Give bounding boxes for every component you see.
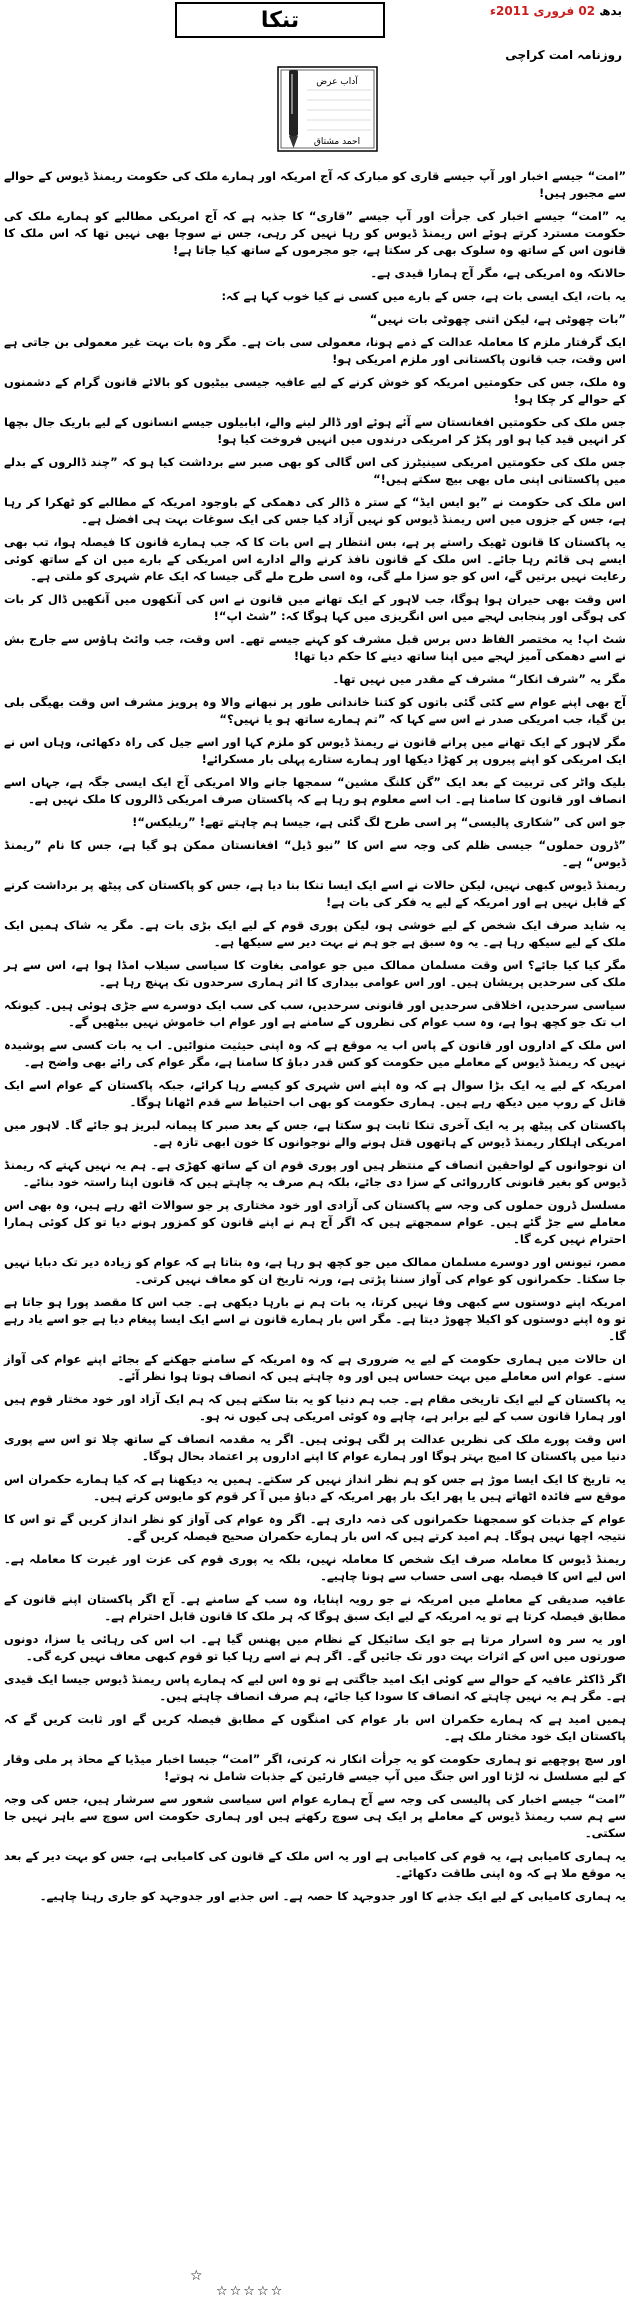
article-paragraph: ”بات چھوٹی ہے، لیکن اتنی چھوٹی بات نہیں“ [369, 312, 626, 326]
article-paragraph: جس ملک کی حکومتیں افغانستان سے آئے ہوئے اور ڈالر لینے والے، ابابیلوں جیسے انسانوں کے لیے باریک جال بچھا کر انہیں قید کیا ہو اور پکڑ کر امریکی درندوں میں انہیں فروخت کیا ہو! [4, 415, 626, 446]
end-stars: ☆☆☆☆☆ [216, 2284, 285, 2299]
logo-bottom-text: احمد مشتاق [313, 137, 361, 147]
article-paragraph: مگر کیا کیا جائے؟ اس وقت مسلمان ممالک میں جو عوامی بغاوت کا سیاسی سیلاب امڈا ہوا ہے، اس سے ہر ملک کی سرحدیں پریشان ہیں۔ اور اس عوامی بیداری کا اثر ہماری سرحدوں تک پہنچ رہا ہے۔ [4, 958, 626, 989]
article-paragraph: یہ تاریخ کا ایک ایسا موڑ ہے جس کو ہم نظر انداز نہیں کر سکتے۔ ہمیں یہ دیکھنا ہے کہ کیا ہمارے حکمران اس موقع سے فائدہ اٹھاتے ہیں یا پھر ایک بار پھر امریکہ کے دباؤ میں آ کر قوم کو مایوس کرتے ہیں۔ [4, 1472, 626, 1503]
article-body [4, 168, 626, 1911]
article-paragraph: ریمنڈ ڈیوس کبھی نہیں، لیکن حالات نے اسے ایک ایسا تنکا بنا دیا ہے، جس کو پاکستان کی پیٹھ پر برداشت کرنے کے قابل نہیں ہے اور امریکہ کے لیے یہ فکر کی بات ہے! [4, 878, 626, 909]
article-paragraph: ہمیں امید ہے کہ ہمارے حکمران اس بار عوام کی امنگوں کے مطابق فیصلہ کریں گے اور ثابت کریں گے کہ پاکستان ایک خود مختار ملک ہے۔ [4, 1712, 626, 1743]
article-paragraph: عوام کے جذبات کو سمجھنا حکمرانوں کی ذمہ داری ہے۔ اگر وہ عوام کی آواز کو نظر انداز کریں گے تو اس کا نتیجہ اچھا نہیں ہوگا۔ ہم امید کرتے ہیں کہ اس بار ہمارے حکمران صحیح فیصلہ کریں گے۔ [4, 1512, 626, 1543]
article-paragraph: ریمنڈ ڈیوس کا معاملہ صرف ایک شخص کا معاملہ نہیں، بلکہ یہ پوری قوم کی عزت اور غیرت کا معاملہ ہے۔ اس لیے اس کا فیصلہ بھی اسی حساب سے ہونا چاہیے۔ [4, 1552, 626, 1583]
dateline-date: 02 فروری 2011ء [489, 4, 596, 18]
column-title: تنکا [260, 7, 300, 33]
article-paragraph: بلیک واٹر کی تربیت کے بعد ایک ”گن کلنگ مشین“ سمجھا جانے والا امریکی آج ایک ایسی جگہ ہے، جہاں اسے انصاف اور قانون کا سامنا ہے۔ اب اسے معلوم ہو رہا ہے کہ پاکستان صرف امریکی ڈالروں کا ملک نہیں ہے۔ [4, 775, 626, 806]
article-paragraph: اس ملک کے اداروں اور قانون کے پاس اب یہ موقع ہے کہ وہ اپنی حیثیت منوائیں۔ اب یہ بات کسی سے پوشیدہ نہیں کہ ریمنڈ ڈیوس کے معاملے میں حکومت کو کس قدر دباؤ کا سامنا ہے، مگر عوام کی رائے بھی واضح ہے۔ [4, 1038, 626, 1069]
article-paragraph: اگر ڈاکٹر عافیہ کے حوالے سے کوئی ایک امید جاگتی ہے تو وہ اس لیے کہ ہمارے پاس ریمنڈ ڈیوس جیسا ایک قیدی ہے۔ مگر ہم یہ نہیں چاہتے کہ انصاف کا سودا کیا جائے، ہم صرف انصاف چاہتے ہیں۔ [4, 1672, 626, 1703]
article-paragraph: سیاسی سرحدیں، اخلاقی سرحدیں اور قانونی سرحدیں، سب کی سب ایک دوسرے سے جڑی ہوئی ہیں۔ کیونکہ اب تک جو کچھ ہوا ہے، وہ سب عوام کی نظروں کے سامنے ہے اور عوام اب خاموش نہیں بیٹھیں گے۔ [4, 998, 626, 1029]
article-paragraph: اور یہ سر وہ اسرار مرتا ہے جو ایک سائیکل کے نظام میں پھنس گیا ہے۔ اب اس کی رہائی یا سزا، دونوں صورتوں میں اس کے اثرات بہت دور تک جائیں گے۔ اگر ہم نے اسے رہا کیا تو قوم کبھی معاف نہیں کرے گی۔ [4, 1632, 626, 1663]
article-paragraph: ان حالات میں ہماری حکومت کے لیے یہ ضروری ہے کہ وہ امریکہ کے سامنے جھکنے کے بجائے اپنے عوام کی آواز سنے۔ عوام اس معاملے میں بہت حساس ہیں اور وہ چاہتے ہیں کہ انصاف ہوتا ہوا نظر آئے۔ [4, 1352, 626, 1383]
article-paragraph: اس ملک کی حکومت نے ”یو ایس ایڈ“ کے ستر ہ ڈالر کی دھمکی کے باوجود امریکہ کے مطالبے کو ٹھکرا کر رہا ہے، جس کے جزوں میں اس ریمنڈ ڈیوس کو نہیں آزاد کیا جس کی ایک سوغات بہت ہی افضل ہے۔ [4, 495, 626, 526]
logo-top-text: آداب عرض [316, 77, 358, 87]
article-paragraph: ”امت“ جیسے اخبار اور آپ جیسے قاری کو مبارک کہ آج امریکہ اور ہمارے ملک کی حکومت ریمنڈ ڈیوس کے حوالے سے مجبور ہیں! [4, 169, 626, 200]
article-paragraph: یہ پاکستان کا قانون ٹھیک راستے پر ہے، بس انتظار ہے اس بات کا کہ جب ہمارے قانون کا فیصلہ ہوا، تب بھی ایسے ہی قائم رہا جائے۔ اس ملک کے قانون نافذ کرنے والے ادارے اس امریکی کے بارے میں ان کے ساتھ کوئی رعایت نہیں برتیں گے، اس کو جو سزا ملے گی، وہ اسی طرح ملے گی جیسا کہ ایک عام شہری کو ملتی ہے۔ [4, 535, 626, 583]
article-paragraph: مگر یہ ”شرف انکار“ مشرف کے مقدر میں نہیں تھا۔ [332, 672, 626, 686]
article-paragraph: مگر لاہور کے ایک تھانے میں پرانے قانون نے ریمنڈ ڈیوس کو ملزم کہا اور اسے جیل کی راہ دکھائی، وہاں اس نے ایک امریکی کو اپنے پیروں پر کھڑا دیکھا اور ہمارے ستارے پہلی بار مسکرائے! [4, 735, 626, 766]
article-paragraph: آج بھی اپنے عوام سے کئی گئی باتوں کو کتنا خاندانی طور پر نبھانے والا وہ پرویز مشرف اس وقت بھیگی بلی بن گیا، جب امریکی صدر نے اس سے کہا کہ ”تم ہمارے ساتھ ہو یا نہیں؟“ [4, 695, 626, 726]
article-paragraph: پاکستان کی پیٹھ پر یہ ایک آخری تنکا ثابت ہو سکتا ہے، جس کے بعد صبر کا پیمانہ لبریز ہو جائے گا۔ لاہور میں امریکی اہلکار ریمنڈ ڈیوس کے ہاتھوں قتل ہونے والے نوجوانوں کا خون ابھی تازہ ہے۔ [4, 1118, 626, 1149]
newspaper-source: روزنامہ امت کراچی [505, 48, 622, 62]
notepad-pen-icon [275, 64, 380, 154]
article-paragraph: یہ بات، ایک ایسی بات ہے، جس کے بارے میں کسی نے کیا خوب کہا ہے کہ: [221, 289, 626, 303]
article-paragraph: امریکہ کے لیے یہ ایک بڑا سوال ہے کہ وہ اپنے اس شہری کو کیسے رہا کرائے، جبکہ پاکستان کے عوام اسے ایک قاتل کے روپ میں دیکھ رہے ہیں۔ ہماری حکومت کو بھی اب احتیاط سے قدم اٹھانا ہوگا۔ [4, 1078, 626, 1109]
article-paragraph: ”امت“ جیسے اخبار کی پالیسی کی وجہ سے آج ہمارے عوام اس سیاسی شعور سے سرشار ہیں، جس کی وجہ سے ہم سب ریمنڈ ڈیوس کے معاملے پر ایک ہی سوچ رکھتے ہیں اور ہماری حکومت اس سوچ سے باہر نہیں جا سکتی۔ [4, 1792, 626, 1840]
article-paragraph: یہ پاکستان کے لیے ایک تاریخی مقام ہے۔ جب ہم دنیا کو یہ بتا سکتے ہیں کہ ہم ایک آزاد اور خود مختار قوم ہیں اور ہمارا قانون سب کے لیے برابر ہے، چاہے وہ کوئی امریکی ہی کیوں نہ ہو۔ [4, 1392, 626, 1423]
dateline-day: بدھ [595, 4, 622, 18]
article-paragraph: یہ ہماری کامیابی ہے، یہ قوم کی کامیابی ہے اور یہ اس ملک کے قانون کی کامیابی ہے، جس کو بہت دیر کے بعد یہ موقع ملا ہے کہ وہ اپنی طاقت دکھائے۔ [4, 1849, 626, 1880]
article-paragraph: وہ ملک، جس کی حکومتیں امریکہ کو خوش کرنے کے لیے عافیہ جیسی بیٹیوں کو بالائے قانون گرام کے دشمنوں کے حوالے کر چکا ہو! [4, 375, 626, 406]
column-title-box [175, 2, 385, 38]
article-paragraph: مسلسل ڈرون حملوں کی وجہ سے پاکستان کی آزادی اور خود مختاری پر جو سوالات اٹھ رہے ہیں، وہ بھی اس معاملے سے جڑ گئے ہیں۔ عوام سمجھتے ہیں کہ اگر آج ہم نے اپنے قانون کو کمزور ہونے دیا تو کل کوئی ہمارا احترام نہیں کرے گا۔ [4, 1198, 626, 1246]
article-paragraph: ”ڈرون حملوں“ جیسی ظلم کی وجہ سے اس کا ”نیو ڈیل“ افغانستان ممکن ہو گیا ہے، جس کا نام ”ریمنڈ ڈیوس“ ہے۔ [4, 838, 626, 869]
article-paragraph: اس وقت پورے ملک کی نظریں عدالت پر لگی ہوئی ہیں۔ اگر یہ مقدمہ انصاف کے ساتھ چلا تو اس سے پوری دنیا میں پاکستان کا امیج بہتر ہوگا اور ہمارے عوام کا اپنے اداروں پر اعتماد بحال ہوگا۔ [4, 1432, 626, 1463]
article-paragraph: عافیہ صدیقی کے معاملے میں امریکہ نے جو رویہ اپنایا، وہ سب کے سامنے ہے۔ آج اگر پاکستان اپنے قانون کے مطابق فیصلہ کرتا ہے تو یہ امریکہ کے لیے ایک سبق ہوگا کہ ہر ملک کا قانون قابل احترام ہے۔ [4, 1592, 626, 1623]
article-paragraph: مصر، تیونس اور دوسرے مسلمان ممالک میں جو کچھ ہو رہا ہے، وہ بتاتا ہے کہ عوام کو زیادہ دیر تک دبایا نہیں جا سکتا۔ حکمرانوں کو عوام کی آواز سننا پڑتی ہے، ورنہ تاریخ ان کو معاف نہیں کرتی۔ [4, 1255, 626, 1286]
article-paragraph: اس وقت بھی حیران ہوا ہوگا، جب لاہور کے ایک تھانے میں قانون نے اس کی آنکھوں میں آنکھیں ڈال کر بات کی ہوگی اور پنجابی لہجے میں اس انگریزی میں کہا ہوگا کہ: ”شٹ اپ“! [4, 592, 626, 623]
article-paragraph: ان نوجوانوں کے لواحقین انصاف کے منتظر ہیں اور پوری قوم ان کے ساتھ کھڑی ہے۔ ہم یہ نہیں کہتے کہ ریمنڈ ڈیوس کو بغیر قانونی کارروائی کے سزا دی جائے، بلکہ ہم صرف یہ چاہتے ہیں کہ قانون اپنا راستہ خود بنائے۔ [4, 1158, 626, 1189]
article-paragraph: یہ ہماری کامیابی کے لیے ایک جذبے کا اور جدوجہد کا حصہ ہے۔ اس جذبے اور جدوجہد کو جاری رہنا چاہیے۔ [39, 1889, 626, 1903]
separator-stars: ☆ [190, 2268, 207, 2284]
article-paragraph: جو اس کی ”شکاری پالیسی“ پر اسی طرح لگ گئی ہے، جیسا ہم چاہتے تھے! ”ریلیکس“! [132, 815, 626, 829]
article-paragraph: جس ملک کی حکومتیں امریکی سینیٹرز کی اس گالی کو بھی صبر سے برداشت کیا ہو کہ ”چند ڈالروں کے بدلے میں پاکستانی اپنی ماں بھی بیچ سکتے ہیں!“ [4, 455, 626, 486]
article-paragraph: یہ شاید صرف ایک شخص کے لیے خوشی ہو، لیکن پوری قوم کے لیے ایک بڑی بات ہے۔ مگر یہ شاک ہمیں ایک ملک کے لیے سیکھ رہا ہے۔ یہ وہ سبق ہے جو ہم نے بہت دیر سے سیکھا ہے۔ [4, 918, 626, 949]
article-paragraph: شٹ اپ! یہ مختصر الفاظ دس برس قبل مشرف کو کہنے جیسے تھے۔ اس وقت، جب وائٹ ہاؤس سے جارج بش نے اسے دھمکی آمیز لہجے میں اپنا ساتھ دینے کا حکم دیا تھا! [4, 632, 626, 663]
dateline [490, 4, 622, 18]
article-paragraph: اور سچ پوچھیے تو ہماری حکومت کو یہ جرأت انکار نہ کرتی، اگر ”امت“ جیسا اخبار میڈیا کے محاذ پر ملی وقار کے لیے مسلسل نہ لڑتا اور اس جنگ میں آپ جیسے قارئین کے جذبات شامل نہ ہوتے! [4, 1752, 626, 1783]
article-paragraph: امریکہ اپنے دوستوں سے کبھی وفا نہیں کرتا، یہ بات ہم نے بارہا دیکھی ہے۔ جب اس کا مقصد پورا ہو جاتا ہے تو وہ اپنے دوستوں کو اکیلا چھوڑ دیتا ہے۔ مگر اس بار ہمارے قانون نے اسے ایک ایسا پیغام دیا ہے جو اسے یاد رہے گا۔ [4, 1295, 626, 1343]
article-paragraph: ایک گرفتار ملزم کا معاملہ عدالت کے ذمے ہونا، معمولی سی بات ہے۔ مگر وہ بات بہت غیر معمولی بن جاتی ہے اس وقت، جب قانون پاکستانی اور ملزم امریکی ہو! [4, 335, 626, 366]
article-paragraph: یہ ”امت“ جیسے اخبار کی جرأت اور آپ جیسے ”قاری“ کا جذبہ ہے کہ آج امریکی مطالبے کو ہمارے ملک کی حکومت مسترد کرتے ہوئے اس ریمنڈ ڈیوس کو رہا نہیں کر رہی، جس نے سوچا بھی نہیں تھا کہ اس ملک کا قانون اس کے ساتھ وہ سلوک بھی کر سکتا ہے، جو مجرموں کے ساتھ کیا جاتا ہے! [4, 209, 626, 257]
article-paragraph: حالانکہ وہ امریکی ہے، مگر آج ہمارا قیدی ہے۔ [370, 266, 626, 280]
